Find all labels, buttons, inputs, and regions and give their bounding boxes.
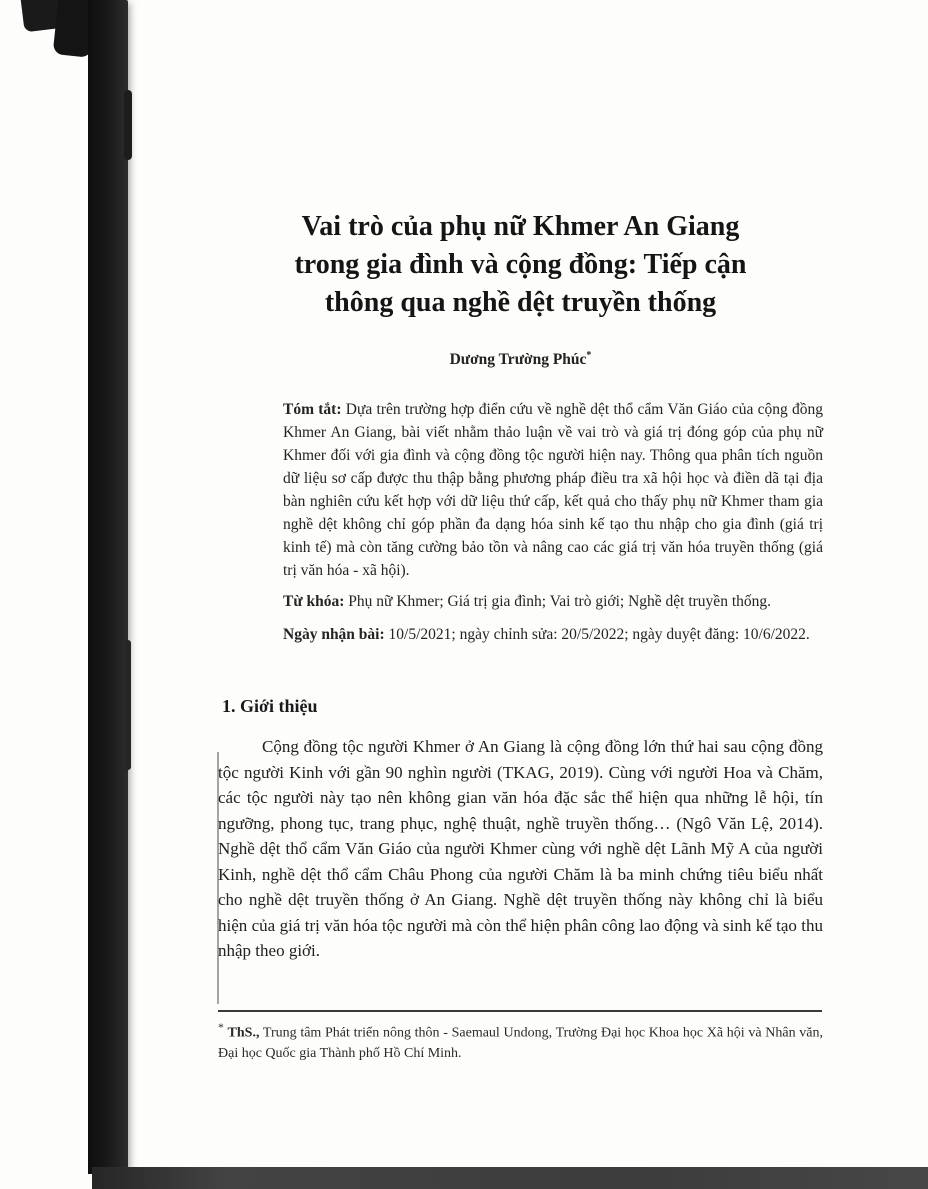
article-title xyxy=(218,208,823,322)
footnote xyxy=(218,1018,823,1064)
article-title-line-1: Vai trò của phụ nữ Khmer An Giang xyxy=(301,211,740,242)
footnote-degree: ThS., xyxy=(227,1025,260,1041)
author-footnote-marker: * xyxy=(586,350,592,361)
keywords-label: Từ khóa: xyxy=(283,593,345,610)
author-name: Dương Trường Phúc xyxy=(449,351,587,369)
footnote-marker: * xyxy=(218,1021,224,1034)
dates-line xyxy=(283,623,823,647)
article-title-line-3: thông qua nghề dệt truyền thống xyxy=(324,287,717,318)
keywords-text: Phụ nữ Khmer; Giá trị gia đình; Vai trò giới; Nghề dệt truyền thống. xyxy=(348,593,771,610)
abstract-paragraph xyxy=(283,398,823,582)
scan-artifact-bottom-bar xyxy=(92,1167,928,1189)
scan-artifact-binding-strip xyxy=(88,0,128,1174)
section-1-paragraph: Cộng đồng tộc người Khmer ở An Giang là cộng đồng lớn thứ hai sau cộng đồng tộc người Kinh với gần 90 nghìn người (TKAG, 2019). Cùng với người Hoa và Chăm, các tộc người này tạo nên không gian văn hóa đặc sắc thể hiện qua những lễ hội, tín ngưỡng, phong tục, trang phục, nghệ thuật, nghề truyền thống… (Ngô Văn Lệ, 2014). Nghề dệt thổ cẩm Văn Giáo của người Khmer cùng với nghề dệt Lãnh Mỹ A của người Kinh, nghề dệt thổ cẩm Châu Phong của người Chăm là ba minh chứng tiêu biểu nhất cho nghề dệt truyền thống ở An Giang. Nghề dệt truyền thống này không chỉ là biểu hiện của giá trị văn hóa tộc người mà còn thể hiện phân công lao động và sinh kế tạo thu nhập theo giới. xyxy=(218,737,823,960)
keywords-line xyxy=(283,590,823,613)
footnote-separator-rule xyxy=(218,1010,822,1012)
dates-label: Ngày nhận bài: xyxy=(283,626,385,643)
author-line xyxy=(218,350,823,369)
footnote-text: Trung tâm Phát triển nông thôn - Saemaul Undong, Trường Đại học Khoa học Xã hội và Nhân văn, Đại học Quốc gia Thành phố Hồ Chí Minh. xyxy=(218,1025,823,1061)
dates-text: 10/5/2021; ngày chỉnh sửa: 20/5/2022; ngày duyệt đăng: 10/6/2022. xyxy=(388,626,810,643)
article-title-line-2: trong gia đình và cộng đồng: Tiếp cận xyxy=(294,249,747,280)
abstract-text: Dựa trên trường hợp điển cứu về nghề dệt thổ cẩm Văn Giáo của cộng đồng Khmer An Giang, bài viết nhằm thảo luận về vai trò và giá trị đóng góp của phụ nữ Khmer đối với gia đình và cộng đồng tộc người hiện nay. Thông qua phân tích nguồn dữ liệu sơ cấp được thu thập bằng phương pháp điều tra xã hội học và điền dã tại địa bàn nghiên cứu kết hợp với dữ liệu thứ cấp, kết quả cho thấy phụ nữ Khmer tham gia nghề dệt không chỉ góp phần đa dạng hóa sinh kế tạo thu nhập cho gia đình (giá trị kinh tế) mà còn tăng cường bảo tồn và nâng cao các giá trị văn hóa truyền thống (giá trị văn hóa - xã hội). xyxy=(283,401,824,579)
section-1-heading: 1. Giới thiệu xyxy=(222,696,318,716)
abstract-label: Tóm tắt: xyxy=(283,401,342,418)
